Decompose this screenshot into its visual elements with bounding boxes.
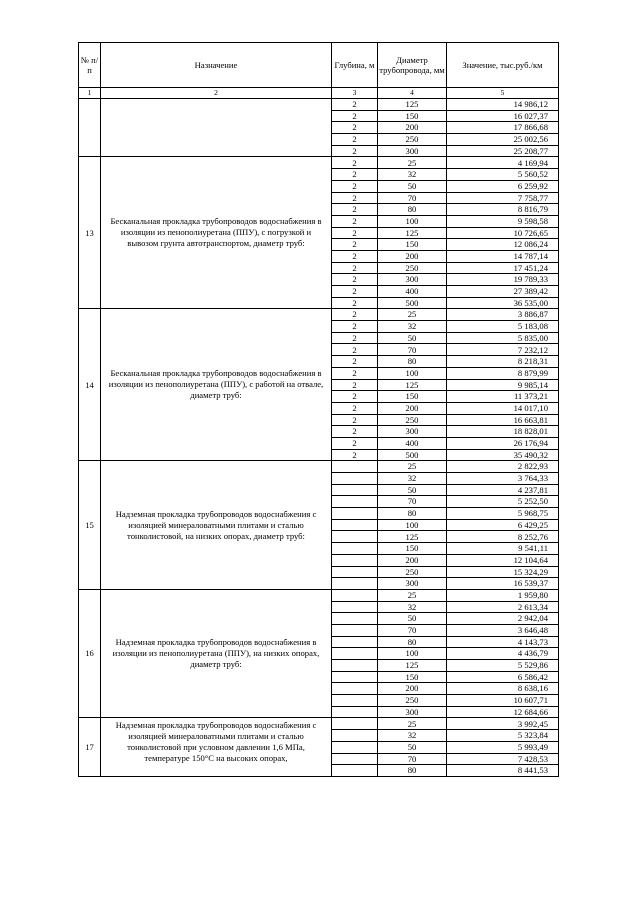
col-purpose-header: Назначение (101, 43, 332, 88)
diameter-cell: 100 (378, 519, 447, 531)
diameter-cell: 32 (378, 473, 447, 485)
depth-cell: 2 (332, 449, 378, 461)
value-cell: 14 017,10 (447, 402, 559, 414)
depth-cell: 2 (332, 192, 378, 204)
item-description (101, 99, 332, 157)
depth-cell (332, 718, 378, 730)
depth-cell (332, 578, 378, 590)
diameter-cell: 25 (378, 589, 447, 601)
value-cell: 4 143,73 (447, 636, 559, 648)
depth-cell (332, 566, 378, 578)
depth-cell: 2 (332, 134, 378, 146)
diameter-cell: 125 (378, 379, 447, 391)
depth-cell (332, 554, 378, 566)
value-cell: 8 218,31 (447, 356, 559, 368)
value-cell: 26 176,94 (447, 437, 559, 449)
depth-cell (332, 648, 378, 660)
value-cell: 5 560,52 (447, 169, 559, 181)
depth-cell: 2 (332, 414, 378, 426)
diameter-cell: 150 (378, 671, 447, 683)
item-number: 13 (79, 157, 101, 309)
col-depth-header: Глубина, м (332, 43, 378, 88)
depth-cell: 2 (332, 402, 378, 414)
diameter-cell: 150 (378, 391, 447, 403)
diameter-cell: 150 (378, 110, 447, 122)
value-cell: 36 535,00 (447, 297, 559, 309)
depth-cell (332, 531, 378, 543)
value-cell: 6 586,42 (447, 671, 559, 683)
col-value-header: Значение, тыс.руб./км (447, 43, 559, 88)
diameter-cell: 25 (378, 309, 447, 321)
diameter-cell: 50 (378, 484, 447, 496)
depth-cell: 2 (332, 297, 378, 309)
diameter-cell: 250 (378, 414, 447, 426)
depth-cell (332, 730, 378, 742)
item-description: Надземная прокладка трубопроводов водоснабжения с изоляцией минераловатными плитами и сталью тонколистовой при условном давлении 1,6 МПа, температуре 150°С на высоких опорах, (101, 718, 332, 776)
value-cell: 5 835,00 (447, 332, 559, 344)
depth-cell: 2 (332, 122, 378, 134)
value-cell: 18 828,01 (447, 426, 559, 438)
depth-cell: 2 (332, 344, 378, 356)
value-cell: 3 764,33 (447, 473, 559, 485)
diameter-cell: 200 (378, 683, 447, 695)
depth-cell (332, 683, 378, 695)
value-cell: 2 822,93 (447, 461, 559, 473)
value-cell: 16 539,37 (447, 578, 559, 590)
diameter-cell: 32 (378, 169, 447, 181)
value-cell: 5 252,50 (447, 496, 559, 508)
depth-cell (332, 601, 378, 613)
depth-cell: 2 (332, 356, 378, 368)
column-index: 4 (378, 88, 447, 99)
depth-cell (332, 765, 378, 777)
diameter-cell: 400 (378, 286, 447, 298)
diameter-cell: 200 (378, 250, 447, 262)
col-number-header: № п/п (79, 43, 101, 88)
value-cell: 14 787,14 (447, 250, 559, 262)
value-cell: 4 436,79 (447, 648, 559, 660)
diameter-cell: 32 (378, 730, 447, 742)
diameter-cell: 70 (378, 192, 447, 204)
depth-cell: 2 (332, 332, 378, 344)
diameter-cell: 250 (378, 566, 447, 578)
value-cell: 9 598,58 (447, 215, 559, 227)
depth-cell: 2 (332, 379, 378, 391)
value-cell: 8 252,76 (447, 531, 559, 543)
column-index-row (79, 88, 559, 99)
depth-cell: 2 (332, 391, 378, 403)
value-cell: 19 789,33 (447, 274, 559, 286)
depth-cell: 2 (332, 110, 378, 122)
depth-cell: 2 (332, 227, 378, 239)
diameter-cell: 80 (378, 765, 447, 777)
item-description: Надземная прокладка трубопроводов водоснабжения в изоляции из пенополиуретана (ППУ), на низких опорах, диаметр труб: (101, 589, 332, 718)
diameter-cell: 300 (378, 706, 447, 718)
diameter-cell: 250 (378, 134, 447, 146)
diameter-cell: 125 (378, 531, 447, 543)
value-cell: 5 968,75 (447, 508, 559, 520)
table-row (79, 309, 559, 321)
diameter-cell: 500 (378, 297, 447, 309)
value-cell: 4 169,94 (447, 157, 559, 169)
diameter-cell: 50 (378, 180, 447, 192)
diameter-cell: 100 (378, 215, 447, 227)
table-row (79, 461, 559, 473)
column-index: 3 (332, 88, 378, 99)
value-cell: 3 646,48 (447, 624, 559, 636)
value-cell: 17 451,24 (447, 262, 559, 274)
value-cell: 8 441,53 (447, 765, 559, 777)
value-cell: 4 237,81 (447, 484, 559, 496)
value-cell: 11 373,21 (447, 391, 559, 403)
diameter-cell: 50 (378, 613, 447, 625)
diameter-cell: 80 (378, 636, 447, 648)
diameter-cell: 25 (378, 718, 447, 730)
value-cell: 3 886,87 (447, 309, 559, 321)
table-row (79, 99, 559, 111)
table-body (79, 99, 559, 777)
depth-cell (332, 461, 378, 473)
value-cell: 6 259,92 (447, 180, 559, 192)
diameter-cell: 300 (378, 274, 447, 286)
diameter-cell: 80 (378, 204, 447, 216)
item-description: Бесканальная прокладка трубопроводов водоснабжения в изоляции из пенополиуретана (ППУ), с работой на отвале, диаметр труб: (101, 309, 332, 461)
value-cell: 25 208,77 (447, 145, 559, 157)
depth-cell: 2 (332, 367, 378, 379)
depth-cell (332, 741, 378, 753)
diameter-cell: 80 (378, 356, 447, 368)
header-row (79, 43, 559, 88)
column-index: 1 (79, 88, 101, 99)
depth-cell (332, 636, 378, 648)
value-cell: 16 027,37 (447, 110, 559, 122)
diameter-cell: 200 (378, 122, 447, 134)
value-cell: 6 429,25 (447, 519, 559, 531)
depth-cell: 2 (332, 215, 378, 227)
column-index: 2 (101, 88, 332, 99)
value-cell: 8 816,79 (447, 204, 559, 216)
depth-cell: 2 (332, 99, 378, 111)
depth-cell (332, 519, 378, 531)
item-description: Надземная прокладка трубопроводов водоснабжения с изоляцией минераловатными плитами и сталью тонколистовой, на низких опорах, диаметр труб: (101, 461, 332, 590)
value-cell: 14 986,12 (447, 99, 559, 111)
value-cell: 5 323,84 (447, 730, 559, 742)
diameter-cell: 250 (378, 262, 447, 274)
value-cell: 12 086,24 (447, 239, 559, 251)
value-cell: 3 992,45 (447, 718, 559, 730)
depth-cell: 2 (332, 250, 378, 262)
value-cell: 10 726,65 (447, 227, 559, 239)
value-cell: 12 684,66 (447, 706, 559, 718)
value-cell: 8 638,16 (447, 683, 559, 695)
value-cell: 25 002,56 (447, 134, 559, 146)
diameter-cell: 70 (378, 344, 447, 356)
depth-cell: 2 (332, 274, 378, 286)
depth-cell: 2 (332, 239, 378, 251)
item-description: Бесканальная прокладка трубопроводов водоснабжения в изоляции из пенополиуретана (ППУ), с погрузкой и вывозом грунта автотранспортом, диаметр труб: (101, 157, 332, 309)
diameter-cell: 50 (378, 332, 447, 344)
value-cell: 10 607,71 (447, 695, 559, 707)
depth-cell (332, 496, 378, 508)
value-cell: 1 959,80 (447, 589, 559, 601)
col-diameter-header: Диаметр трубопровода, мм (378, 43, 447, 88)
item-number: 14 (79, 309, 101, 461)
diameter-cell: 125 (378, 660, 447, 672)
depth-cell (332, 706, 378, 718)
item-number: 17 (79, 718, 101, 776)
value-cell: 16 663,81 (447, 414, 559, 426)
depth-cell (332, 753, 378, 765)
value-cell: 35 490,32 (447, 449, 559, 461)
diameter-cell: 50 (378, 741, 447, 753)
diameter-cell: 25 (378, 157, 447, 169)
diameter-cell: 100 (378, 648, 447, 660)
value-cell: 5 529,86 (447, 660, 559, 672)
diameter-cell: 70 (378, 753, 447, 765)
depth-cell: 2 (332, 437, 378, 449)
diameter-cell: 150 (378, 543, 447, 555)
diameter-cell: 32 (378, 321, 447, 333)
diameter-cell: 500 (378, 449, 447, 461)
item-number (79, 99, 101, 157)
value-cell: 27 389,42 (447, 286, 559, 298)
value-cell: 15 324,29 (447, 566, 559, 578)
value-cell: 7 428,53 (447, 753, 559, 765)
diameter-cell: 300 (378, 426, 447, 438)
value-cell: 5 993,49 (447, 741, 559, 753)
table-row (79, 718, 559, 730)
diameter-cell: 250 (378, 695, 447, 707)
depth-cell (332, 589, 378, 601)
depth-cell (332, 508, 378, 520)
diameter-cell: 150 (378, 239, 447, 251)
table-row (79, 589, 559, 601)
item-number: 15 (79, 461, 101, 590)
value-cell: 7 232,12 (447, 344, 559, 356)
diameter-cell: 100 (378, 367, 447, 379)
depth-cell (332, 624, 378, 636)
diameter-cell: 25 (378, 461, 447, 473)
depth-cell: 2 (332, 157, 378, 169)
diameter-cell: 70 (378, 624, 447, 636)
depth-cell: 2 (332, 169, 378, 181)
value-cell: 8 879,99 (447, 367, 559, 379)
column-index: 5 (447, 88, 559, 99)
diameter-cell: 70 (378, 496, 447, 508)
depth-cell (332, 484, 378, 496)
tariff-table (78, 42, 559, 777)
depth-cell (332, 695, 378, 707)
depth-cell (332, 613, 378, 625)
diameter-cell: 125 (378, 99, 447, 111)
value-cell: 2 613,34 (447, 601, 559, 613)
depth-cell: 2 (332, 309, 378, 321)
depth-cell: 2 (332, 426, 378, 438)
value-cell: 17 866,68 (447, 122, 559, 134)
value-cell: 2 942,04 (447, 613, 559, 625)
depth-cell (332, 543, 378, 555)
diameter-cell: 400 (378, 437, 447, 449)
value-cell: 9 541,11 (447, 543, 559, 555)
value-cell: 5 183,08 (447, 321, 559, 333)
depth-cell: 2 (332, 286, 378, 298)
depth-cell: 2 (332, 262, 378, 274)
diameter-cell: 200 (378, 554, 447, 566)
diameter-cell: 300 (378, 578, 447, 590)
depth-cell: 2 (332, 145, 378, 157)
value-cell: 9 985,14 (447, 379, 559, 391)
item-number: 16 (79, 589, 101, 718)
depth-cell: 2 (332, 321, 378, 333)
depth-cell (332, 671, 378, 683)
depth-cell: 2 (332, 180, 378, 192)
diameter-cell: 125 (378, 227, 447, 239)
diameter-cell: 80 (378, 508, 447, 520)
value-cell: 12 104,64 (447, 554, 559, 566)
diameter-cell: 32 (378, 601, 447, 613)
depth-cell (332, 473, 378, 485)
value-cell: 7 758,77 (447, 192, 559, 204)
depth-cell (332, 660, 378, 672)
depth-cell: 2 (332, 204, 378, 216)
diameter-cell: 200 (378, 402, 447, 414)
diameter-cell: 300 (378, 145, 447, 157)
table-row (79, 157, 559, 169)
